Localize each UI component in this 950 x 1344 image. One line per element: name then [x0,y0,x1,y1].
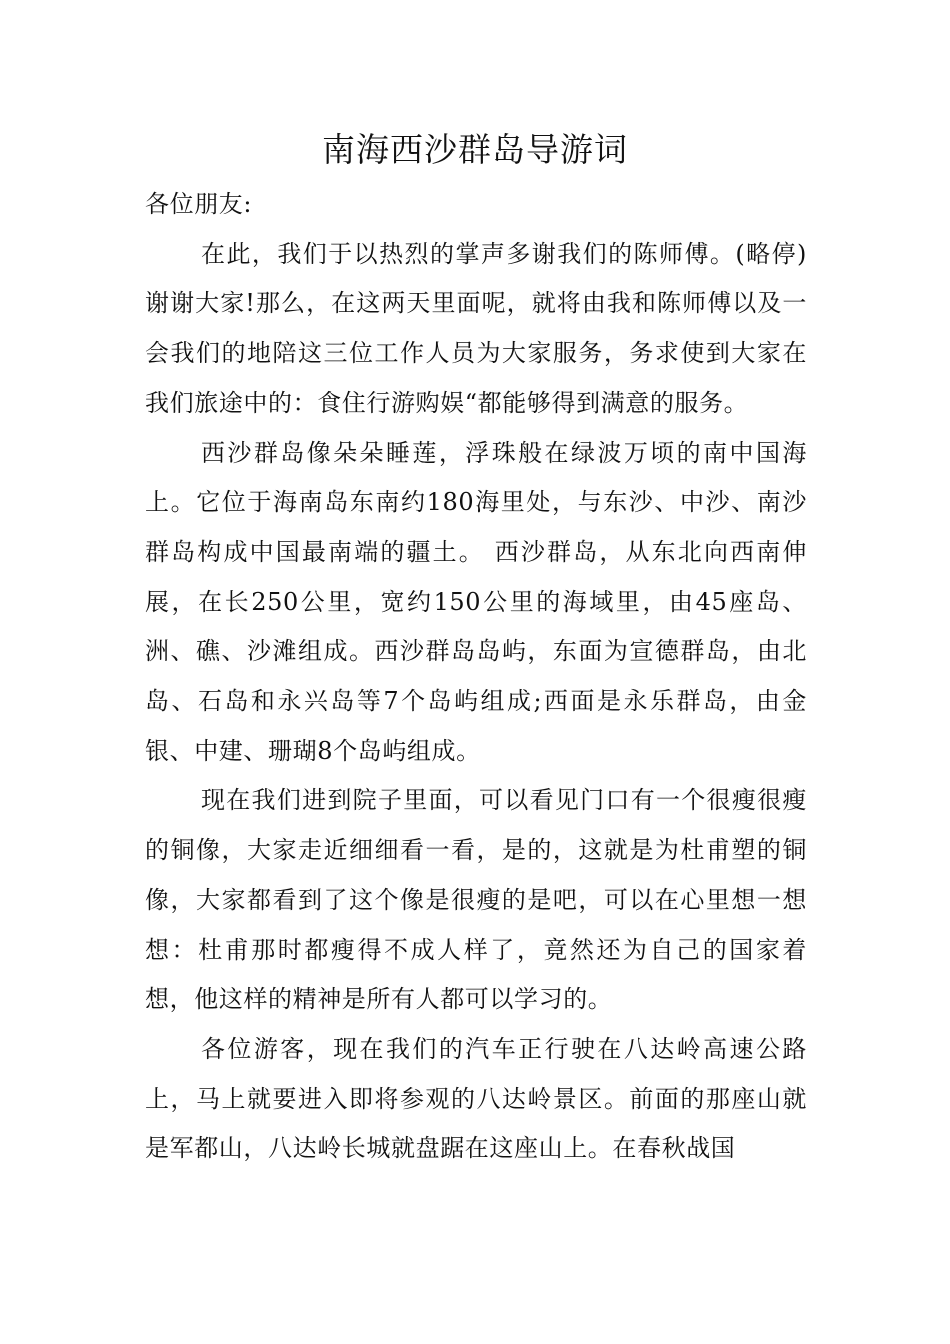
document-body [145,180,807,1174]
paragraph-2: 西沙群岛像朵朵睡莲，浮珠般在绿波万顷的南中国海上。它位于海南岛东南约180海里处，与东沙、中沙、南沙群岛构成中国最南端的疆土。 西沙群岛，从东北向西南伸展，在长250公里，宽约150公里的海域里，由45座岛、洲、礁、沙滩组成。西沙群岛岛屿，东面为宣德群岛，由北岛、石岛和永兴岛等7个岛屿组成;西面是永乐群岛，由金银、中建、珊瑚8个岛屿组成。 [145,438,807,765]
paragraph-1: 在此，我们于以热烈的掌声多谢我们的陈师傅。(略停)谢谢大家!那么，在这两天里面呢，就将由我和陈师傅以及一会我们的地陪这三位工作人员为大家服务，务求使到大家在我们旅途中的：食住行游购娱“都能够得到满意的服务。 [145,239,807,417]
document-title: 南海西沙群岛导游词 [322,130,628,169]
paragraph-4: 各位游客，现在我们的汽车正行驶在八达岭高速公路上，马上就要进入即将参观的八达岭景区。前面的那座山就是军都山，八达岭长城就盘踞在这座山上。在春秋战国 [145,1034,807,1163]
salutation: 各位朋友: [145,190,253,218]
paragraph-3: 现在我们进到院子里面，可以看见门口有一个很瘦很瘦的铜像，大家走近细细看一看，是的，这就是为杜甫塑的铜像，大家都看到了这个像是很瘦的是吧，可以在心里想一想想：杜甫那时都瘦得不成人样了，竟然还为自己的国家着想，他这样的精神是所有人都可以学习的。 [145,786,807,1014]
